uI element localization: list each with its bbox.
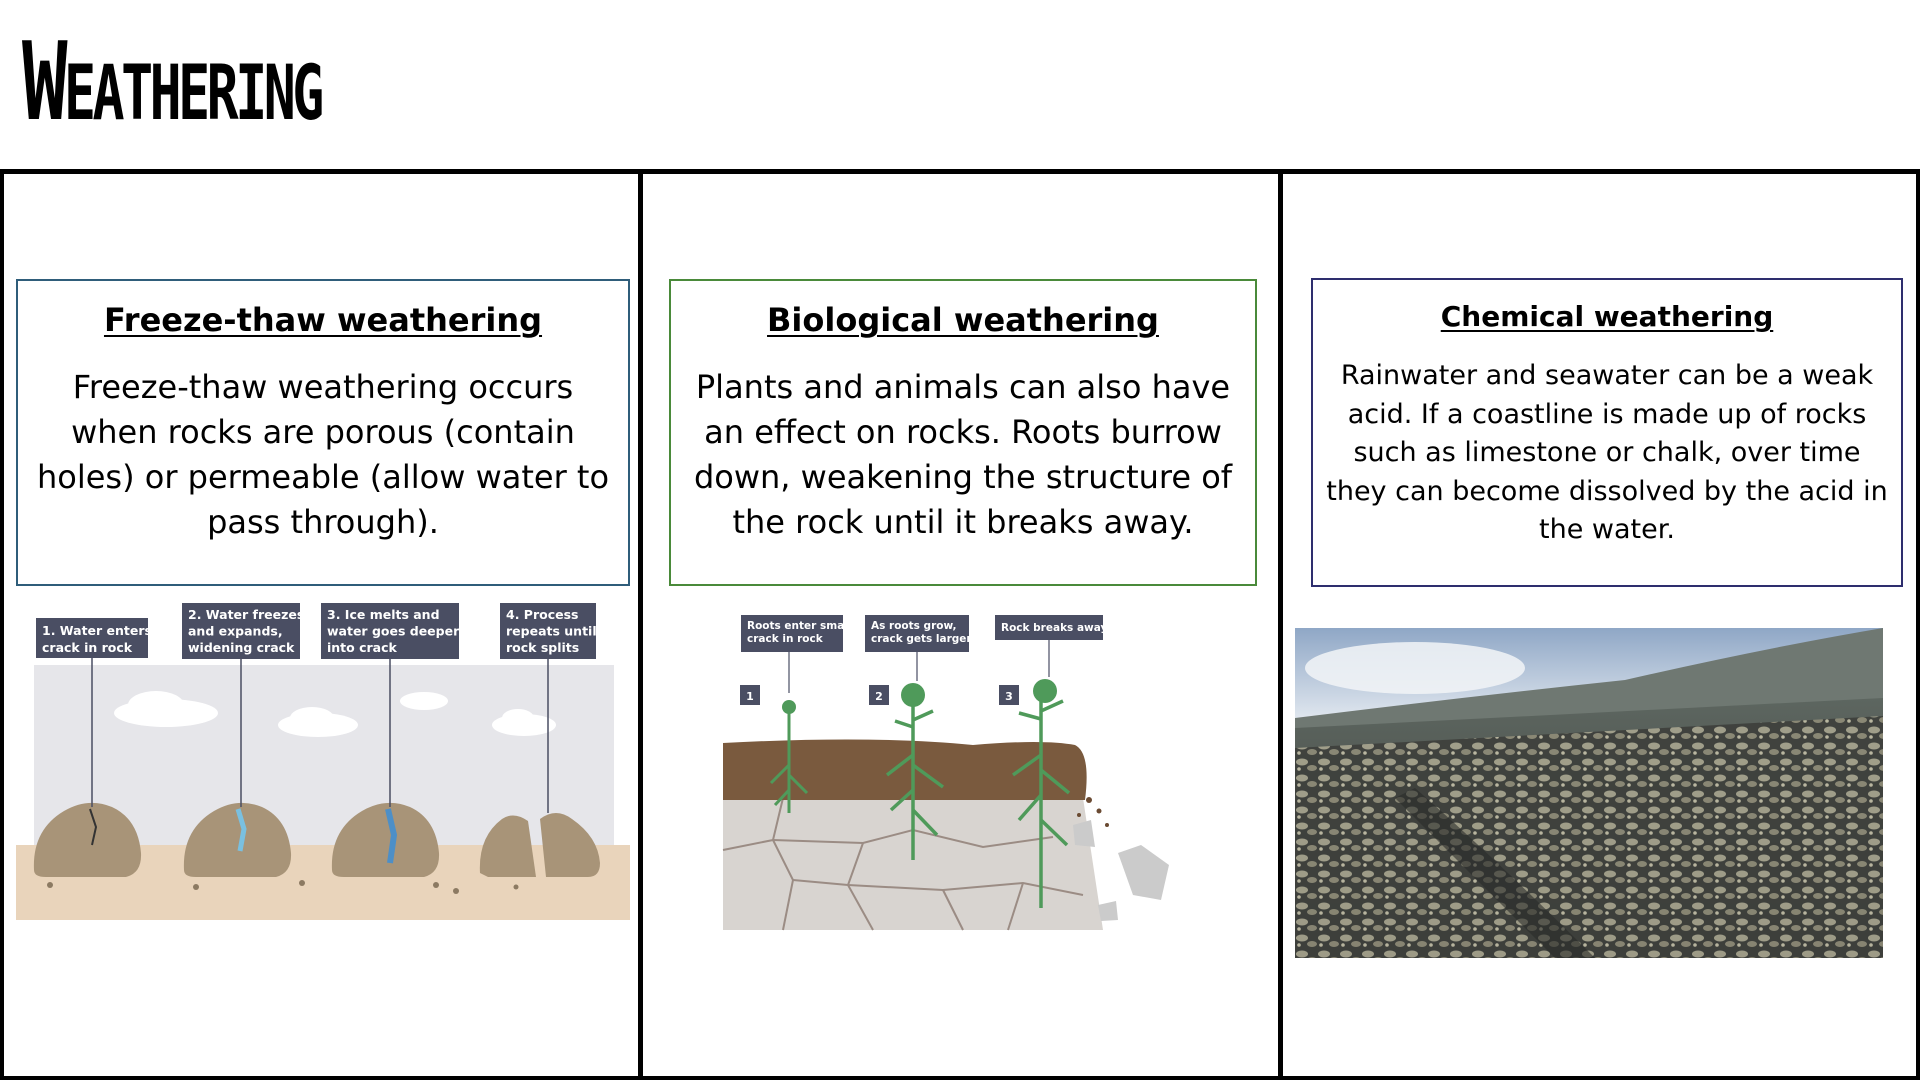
column-chemical	[1278, 174, 1920, 1080]
step-2-label: 2. Water freezes and expands, widening crack	[188, 607, 305, 655]
column-freeze-thaw	[0, 174, 640, 1080]
freeze-thaw-body: Freeze-thaw weathering occurs when rocks are porous (contain holes) or permeable (allow water to pass through).	[36, 368, 610, 541]
step-4-label: 4. Process repeats until rock splits	[506, 607, 597, 655]
plant-2-leaf	[901, 683, 925, 707]
freeze-thaw-box	[16, 279, 630, 586]
bio-step-2-label: As roots grow, crack gets larger	[871, 620, 972, 645]
freeze-thaw-title: Freeze-thaw weathering	[103, 301, 543, 339]
bio-step-1-label: Roots enter small crack in rock	[747, 620, 852, 645]
biological-title: Biological weathering	[767, 301, 1159, 339]
soil-layer	[723, 739, 1087, 800]
column-biological	[638, 174, 1280, 1080]
plant-3-leaf	[1033, 679, 1057, 703]
biological-diagram	[723, 615, 1193, 930]
chemical-body: Rainwater and seawater can be a weak acid. If a coastline is made up of rocks such as limestone or chalk, over time they can become dissolved by the acid in the water.	[1326, 360, 1888, 545]
columns-container	[0, 169, 1920, 1080]
biological-body: Plants and animals can also have an effect on rocks. Roots burrow down, weakening the structure of the rock until it breaks away.	[693, 368, 1233, 541]
step-1-label: 1. Water enters crack in rock	[42, 623, 152, 655]
step-1-number: 1	[746, 690, 754, 703]
photo-cloud	[1305, 642, 1525, 694]
chemical-title: Chemical weathering	[1440, 300, 1774, 333]
biological-box	[669, 279, 1257, 586]
plant-1-leaf	[782, 700, 796, 714]
photo-limestone-pavement	[1295, 716, 1883, 958]
limestone-coast-photo	[1295, 628, 1883, 958]
freeze-thaw-diagram	[16, 607, 630, 920]
step-3-label: 3. Ice melts and water goes deeper into crack	[327, 607, 460, 655]
chemical-box	[1311, 278, 1903, 587]
step-2-number: 2	[875, 690, 883, 703]
page-title: Weathering	[22, 20, 321, 145]
step-3-number: 3	[1005, 690, 1013, 703]
bio-step-3-label: Rock breaks away	[1001, 622, 1108, 634]
